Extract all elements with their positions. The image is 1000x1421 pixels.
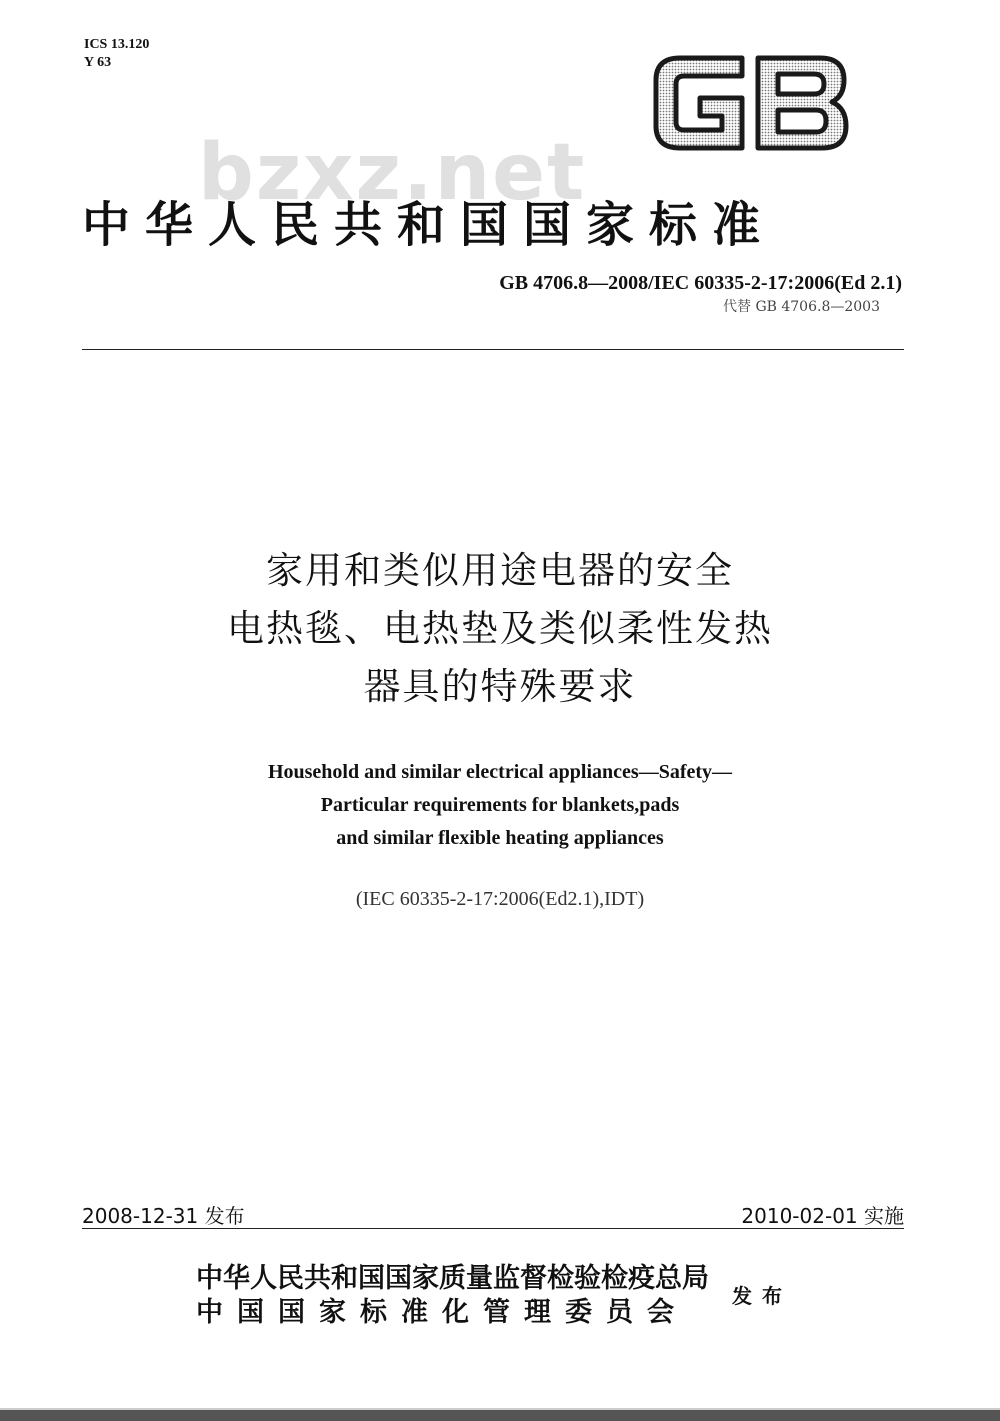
- ccs-code: Y 63: [84, 55, 112, 70]
- national-standard-heading: 中华人民共和国国家标准: [82, 197, 776, 253]
- title-en-line: and similar flexible heating appliances: [336, 827, 664, 849]
- title-cn-line: 家用和类似用途电器的安全: [266, 549, 734, 592]
- title-en-line: Particular requirements for blankets,pads: [320, 794, 680, 816]
- title-cn-line: 器具的特殊要求: [363, 665, 637, 708]
- gb-logo-icon: [650, 50, 852, 156]
- issuing-authorities: [196, 1262, 709, 1330]
- issue-date: 2008-12-31 发布: [82, 1204, 245, 1228]
- standard-number: GB 4706.8—2008/IEC 60335-2-17:2006(Ed 2.1): [499, 272, 902, 294]
- title-english: [100, 756, 900, 855]
- equivalence-note: (IEC 60335-2-17:2006(Ed2.1),IDT): [355, 888, 645, 910]
- publish-label: 发布: [732, 1284, 792, 1308]
- page-bottom-bar: [0, 1408, 1000, 1421]
- title-cn-line: 电热毯、电热垫及类似柔性发热: [227, 607, 773, 650]
- implementation-date: 2010-02-01 实施: [741, 1204, 904, 1228]
- issuer-aqsiq: 中华人民共和国国家质量监督检验检疫总局: [196, 1263, 709, 1294]
- watermark: bzxz.net: [198, 128, 587, 218]
- top-divider: [82, 349, 904, 350]
- bottom-divider: [82, 1228, 904, 1229]
- title-en-line: Household and similar electrical appliances—Safety—: [267, 761, 733, 783]
- issuer-sac: 中国国家标准化管理委员会: [196, 1297, 688, 1328]
- replaces-standard: 代替 GB 4706.8—2003: [723, 299, 880, 315]
- ics-code: ICS 13.120: [84, 37, 150, 52]
- title-chinese: [100, 542, 900, 716]
- classification-codes: [84, 36, 149, 72]
